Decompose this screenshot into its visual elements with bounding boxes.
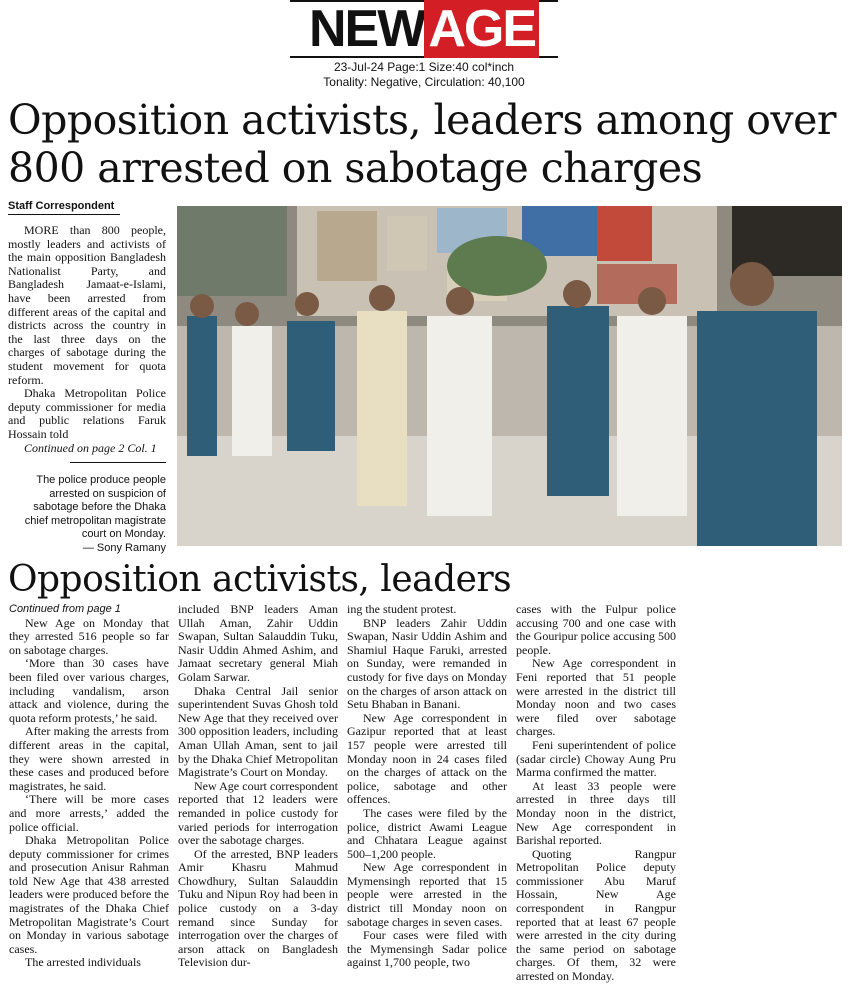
logo-new: NEW bbox=[308, 0, 425, 58]
jump-headline: Opposition activists, leaders bbox=[8, 559, 512, 600]
newage-logo bbox=[290, 0, 558, 58]
paragraph: New Age on Monday that they arrested 516 people so far on sabotage charges. bbox=[9, 615, 169, 657]
paragraph: New Age court correspondent reported that 12 leaders were remanded in police custody for varied periods for interrogation over the sabotage charges. bbox=[178, 778, 338, 848]
paragraph: New Age correspondent in Feni reported that 51 people were arrested in the district till Monday noon and two cases were filed over sabotage charges. bbox=[516, 656, 676, 739]
paragraph: Dhaka Central Jail senior superintendent Suvas Ghosh told New Age that they received over 300 opposition leaders, including Aman Ullah Aman, sent to jail by the Dhaka Chief Metropolitan Magistrate’s Court on Monday. bbox=[178, 683, 338, 780]
paragraph: ‘There will be more cases and more arrests,’ added the police official. bbox=[9, 792, 169, 834]
clipping-meta-line1: 23-Jul-24 Page:1 Size:40 col*inch bbox=[333, 60, 515, 74]
lead-text bbox=[8, 224, 166, 455]
paragraph: ing the student protest. bbox=[347, 602, 457, 616]
logo-age: AGE bbox=[424, 0, 539, 58]
paragraph: ‘More than 30 cases have been filed over various charges, including vandalism, arson attack and violence, during the quota reform protests,’ he said. bbox=[9, 656, 169, 725]
clipping-meta-line2: Tonality: Negative, Circulation: 40,100 bbox=[323, 75, 525, 89]
photo-credit: — Sony Ramany bbox=[82, 541, 166, 554]
lead-paragraph: Dhaka Metropolitan Police deputy commissioner for media and public relations Faruk Hossain told bbox=[8, 386, 166, 441]
photo-caption bbox=[12, 474, 166, 556]
article-headline bbox=[8, 96, 844, 192]
photo-illustration bbox=[177, 206, 842, 546]
continued-note: Continued on page 2 Col. 1 bbox=[24, 440, 157, 455]
paragraph: Dhaka Metropolitan Police deputy commissioner for crimes and prosecution Anisur Rahman told New Age that 438 arrested leaders were produced before the magistrates of the Dhaka Chief Metropolitan Magistrate’s Court on Monday in various sabotage cases. bbox=[9, 833, 169, 956]
paragraph: Of the arrested, BNP leaders Amir Khasru Mahmud Chowdhury, Sultan Salauddin Tuku and Nipun Roy had been in police custody on a 3-day remand since Sunday for interrogation over the charges of arson attack on Bangladesh Television dur- bbox=[178, 846, 338, 970]
divider bbox=[70, 462, 166, 463]
paragraph: cases with the Fulpur police accusing 700 and one case with the Gouripur police accusing 500 people. bbox=[516, 602, 676, 657]
paragraph: Feni superintendent of police (sadar circle) Choway Aung Pru Marma confirmed the matter. bbox=[516, 737, 676, 780]
paragraph: Quoting Rangpur Metropolitan Police deputy commissioner Abu Maruf Hossain, New Age correspondent in Rangpur reported that at least 67 people were arrested in the city during the same period on sabotage charges. Of them, 32 were arrested on Monday. bbox=[516, 846, 676, 984]
text-column-3 bbox=[347, 603, 507, 970]
headline-line2: 800 arrested on sabotage charges bbox=[8, 144, 703, 192]
paragraph: The arrested individuals bbox=[25, 955, 141, 970]
continued-from: Continued from page 1 bbox=[9, 603, 121, 615]
caption-text: The police produce people arrested on suspicion of sabotage before the Dhaka chief metropolitan magistrate court on Monday. bbox=[24, 474, 166, 541]
paragraph: The cases were filed by the police, district Awami League and Chhatara League against 500–1,200 people. bbox=[347, 805, 507, 861]
paragraph: included BNP leaders Aman Ullah Aman, Zahir Uddin Swapan, Sultan Salauddin Tuku, Nasir Uddin Ahmed Ashim, and Jamaat secretary general Miah Golam Sarwar. bbox=[178, 602, 338, 684]
text-column-2 bbox=[178, 603, 338, 970]
news-photo bbox=[177, 206, 842, 546]
lead-paragraph: MORE than 800 people, mostly leaders and activists of the main opposition Bangladesh Nationalist Party, and Bangladesh Jamaat-e-Islami, have been arrested from different areas of the capital and districts across the country in the last three days on the charges of sabotage during the student movement for quota reform. bbox=[8, 223, 166, 387]
paragraph: Four cases were filed with the Mymensingh Sadar police against 1,700 people, two bbox=[347, 928, 507, 970]
byline: Staff Correspondent bbox=[8, 200, 120, 215]
headline-line1: Opposition activists, leaders among over bbox=[8, 96, 836, 144]
clipping-meta bbox=[290, 60, 558, 90]
paragraph: At least 33 people were arrested in three days till Monday noon in the district, New Age correspondent in Barishal reported. bbox=[516, 778, 676, 848]
text-column-4 bbox=[516, 603, 676, 984]
paragraph: New Age correspondent in Gazipur reported that at least 157 people were arrested till Monday noon in 24 cases filed on the charges of attack on the police, sabotage and other offences. bbox=[347, 710, 507, 807]
paragraph: After making the arrests from different areas in the capital, they were shown arrested in these cases and produced before magistrates, he said. bbox=[9, 724, 169, 793]
paragraph: BNP leaders Zahir Uddin Swapan, Nasir Uddin Ashim and Shamiul Haque Faruki, arrested on Sunday, were remanded in custody for five days on Monday on the charges of arson attack on Setu Bhaban in Banani. bbox=[347, 615, 507, 712]
text-column-1 bbox=[9, 603, 169, 970]
masthead bbox=[290, 0, 558, 58]
paragraph: New Age correspondent in Mymensingh reported that 15 people were arrested in the district till Monday noon on sabotage charges in seven cases. bbox=[347, 860, 507, 929]
